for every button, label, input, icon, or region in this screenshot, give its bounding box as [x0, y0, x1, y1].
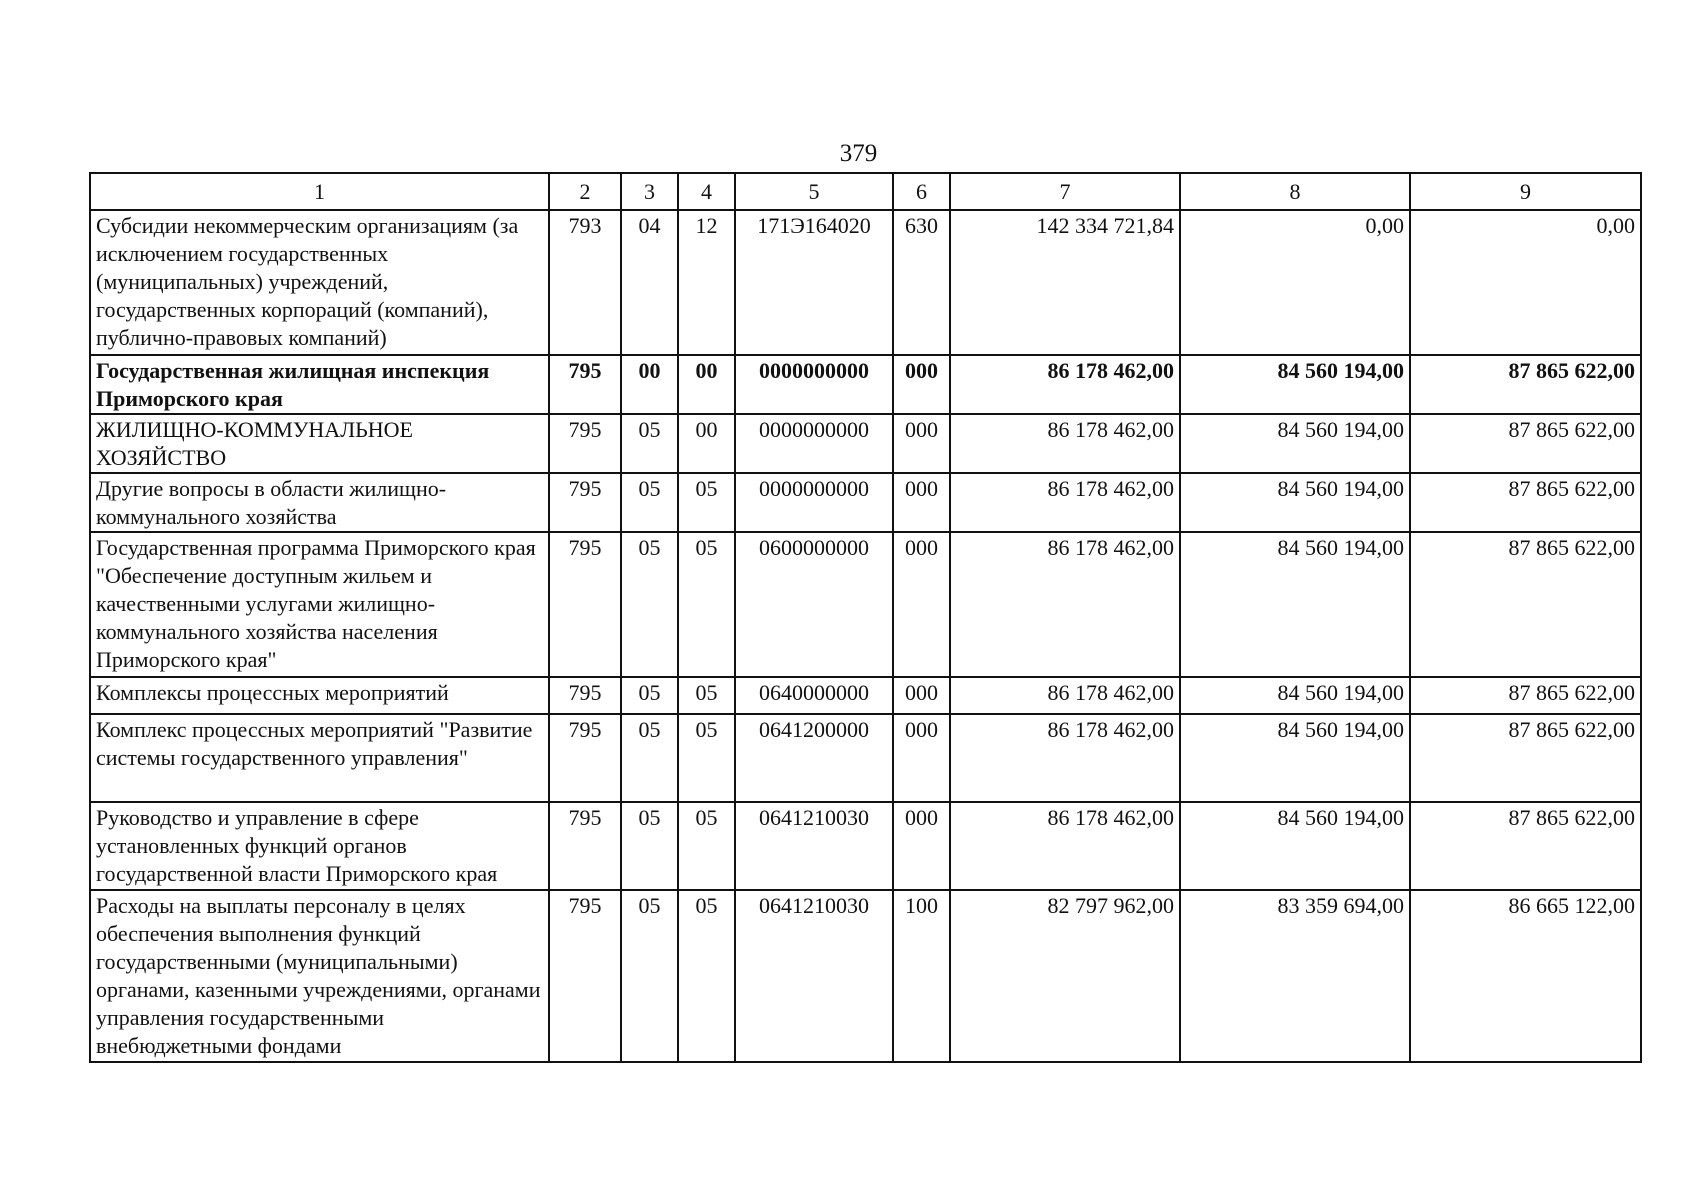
column-header: 8 [1180, 173, 1410, 210]
cell-amount: 86 178 462,00 [950, 714, 1180, 802]
row-description: Государственная программа Приморского края "Обеспечение доступным жильем и качественными услугами жилищно-коммунального хозяйства населения Приморского края" [90, 532, 549, 677]
column-header: 4 [678, 173, 735, 210]
cell-code: 00 [678, 355, 735, 414]
cell-code: 795 [549, 473, 621, 532]
cell-amount: 84 560 194,00 [1180, 714, 1410, 802]
cell-amount: 84 560 194,00 [1180, 532, 1410, 677]
cell-code: 05 [678, 677, 735, 714]
row-description: Комплексы процессных мероприятий [90, 677, 549, 714]
cell-code: 0641210030 [735, 890, 893, 1062]
cell-code: 100 [893, 890, 950, 1062]
cell-code: 000 [893, 714, 950, 802]
cell-amount: 87 865 622,00 [1410, 677, 1641, 714]
cell-code: 05 [678, 802, 735, 890]
table-row [90, 714, 1641, 802]
cell-amount: 86 178 462,00 [950, 355, 1180, 414]
column-header: 1 [90, 173, 549, 210]
column-header: 9 [1410, 173, 1641, 210]
cell-code: 12 [678, 210, 735, 355]
row-description: Субсидии некоммерческим организациям (за исключением государственных (муниципальных) учреждений, государственных корпораций (компаний), публично-правовых компаний) [90, 210, 549, 355]
table-row [90, 355, 1641, 414]
budget-table [89, 172, 1642, 1063]
cell-code: 0000000000 [735, 473, 893, 532]
row-description: ЖИЛИЩНО-КОММУНАЛЬНОЕ ХОЗЯЙСТВО [90, 414, 549, 473]
cell-amount: 82 797 962,00 [950, 890, 1180, 1062]
cell-code: 0641200000 [735, 714, 893, 802]
table-row [90, 677, 1641, 714]
cell-code: 0640000000 [735, 677, 893, 714]
cell-code: 05 [678, 473, 735, 532]
cell-amount: 84 560 194,00 [1180, 414, 1410, 473]
cell-amount: 86 178 462,00 [950, 532, 1180, 677]
header-row [90, 173, 1641, 210]
row-description: Государственная жилищная инспекция Приморского края [90, 355, 549, 414]
cell-code: 795 [549, 802, 621, 890]
cell-code: 000 [893, 473, 950, 532]
cell-code: 00 [621, 355, 678, 414]
column-header: 7 [950, 173, 1180, 210]
column-header: 2 [549, 173, 621, 210]
cell-code: 05 [621, 802, 678, 890]
cell-code: 0600000000 [735, 532, 893, 677]
cell-code: 795 [549, 355, 621, 414]
cell-code: 05 [621, 414, 678, 473]
cell-amount: 86 178 462,00 [950, 802, 1180, 890]
cell-amount: 84 560 194,00 [1180, 802, 1410, 890]
cell-amount: 87 865 622,00 [1410, 714, 1641, 802]
cell-amount: 86 665 122,00 [1410, 890, 1641, 1062]
column-header: 3 [621, 173, 678, 210]
cell-amount: 0,00 [1180, 210, 1410, 355]
cell-code: 630 [893, 210, 950, 355]
cell-amount: 87 865 622,00 [1410, 355, 1641, 414]
table-row [90, 802, 1641, 890]
cell-amount: 87 865 622,00 [1410, 473, 1641, 532]
cell-amount: 84 560 194,00 [1180, 473, 1410, 532]
cell-code: 05 [678, 714, 735, 802]
cell-code: 05 [621, 473, 678, 532]
table-row [90, 532, 1641, 677]
cell-amount: 86 178 462,00 [950, 414, 1180, 473]
cell-code: 795 [549, 890, 621, 1062]
cell-amount: 0,00 [1410, 210, 1641, 355]
row-description: Расходы на выплаты персоналу в целях обеспечения выполнения функций государственными (муниципальными) органами, казенными учреждениями, органами управления государственными внебюджетными фондами [90, 890, 549, 1062]
cell-code: 0641210030 [735, 802, 893, 890]
cell-code: 0000000000 [735, 414, 893, 473]
row-description: Другие вопросы в области жилищно-коммунального хозяйства [90, 473, 549, 532]
cell-amount: 86 178 462,00 [950, 473, 1180, 532]
cell-amount: 87 865 622,00 [1410, 802, 1641, 890]
table-row [90, 473, 1641, 532]
column-header: 6 [893, 173, 950, 210]
table-row [90, 890, 1641, 1062]
cell-code: 000 [893, 355, 950, 414]
cell-code: 795 [549, 414, 621, 473]
cell-code: 05 [678, 890, 735, 1062]
table-row [90, 210, 1641, 355]
cell-code: 795 [549, 714, 621, 802]
row-description: Комплекс процессных мероприятий "Развитие системы государственного управления" [90, 714, 549, 802]
table-row [90, 414, 1641, 473]
cell-code: 793 [549, 210, 621, 355]
cell-code: 000 [893, 532, 950, 677]
cell-code: 171Э164020 [735, 210, 893, 355]
column-header: 5 [735, 173, 893, 210]
cell-amount: 142 334 721,84 [950, 210, 1180, 355]
cell-code: 05 [678, 532, 735, 677]
cell-amount: 84 560 194,00 [1180, 677, 1410, 714]
cell-amount: 83 359 694,00 [1180, 890, 1410, 1062]
page-number: 379 [839, 140, 878, 167]
cell-amount: 84 560 194,00 [1180, 355, 1410, 414]
cell-code: 05 [621, 714, 678, 802]
cell-code: 000 [893, 414, 950, 473]
cell-code: 05 [621, 677, 678, 714]
cell-code: 05 [621, 890, 678, 1062]
cell-amount: 86 178 462,00 [950, 677, 1180, 714]
cell-code: 04 [621, 210, 678, 355]
cell-amount: 87 865 622,00 [1410, 532, 1641, 677]
cell-code: 795 [549, 677, 621, 714]
cell-code: 0000000000 [735, 355, 893, 414]
cell-code: 00 [678, 414, 735, 473]
cell-code: 000 [893, 802, 950, 890]
cell-amount: 87 865 622,00 [1410, 414, 1641, 473]
row-description: Руководство и управление в сфере установленных функций органов государственной власти Приморского края [90, 802, 549, 890]
cell-code: 795 [549, 532, 621, 677]
cell-code: 05 [621, 532, 678, 677]
cell-code: 000 [893, 677, 950, 714]
